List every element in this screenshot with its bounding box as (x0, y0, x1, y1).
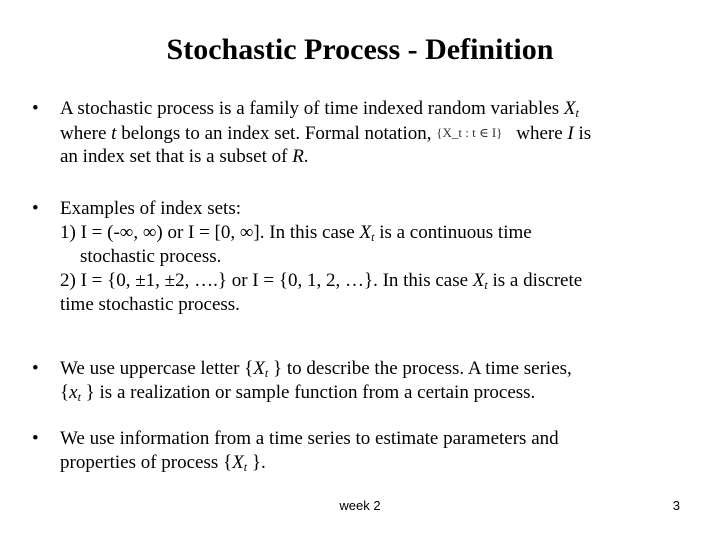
b3-text: } is a realization or sample function from a certain process. (80, 382, 536, 403)
bullet-1-text (60, 97, 690, 169)
b1-text: is (573, 123, 592, 144)
var-r: R (292, 146, 304, 167)
b1-text: where (60, 123, 112, 144)
b2-text: 1) I = (-∞, ∞) or I = [0, ∞]. In this case (60, 222, 360, 243)
b2-text: stochastic process. (80, 246, 222, 267)
formal-notation-formula: {X_t : t ∈ I} (436, 125, 503, 140)
subscript-t: t (264, 366, 269, 380)
b4-text: }. (247, 452, 266, 473)
b4-text: properties of process { (60, 452, 233, 473)
var-i: I (567, 123, 574, 144)
b3-text: } to describe the process. A time series, (268, 358, 572, 379)
var-x-lower: x (69, 382, 78, 403)
subscript-t: t (371, 230, 375, 244)
subscript-t: t (243, 460, 248, 474)
b1-text: belongs to an index set. Formal notation, (116, 123, 437, 144)
b2-text: is a continuous time (374, 222, 532, 243)
b3-text: { (60, 382, 70, 403)
b1-text: an index set that is a subset of (60, 146, 293, 167)
bullet-4-text (60, 427, 690, 475)
var-x: X (253, 358, 265, 379)
b1-text: . (303, 146, 309, 167)
var-x: X (359, 222, 372, 243)
b1-text: A stochastic process is a family of time indexed random variables (60, 98, 564, 119)
var-t: t (111, 123, 117, 144)
var-x: X (472, 270, 485, 291)
b1-text: where (516, 123, 568, 144)
bullet-icon: • (32, 358, 39, 379)
b3-text: We use uppercase letter { (60, 358, 254, 379)
bullet-2-text (60, 197, 690, 317)
subscript-t: t (484, 278, 488, 292)
var-x: X (232, 452, 244, 473)
slide-title: Stochastic Process - Definition (166, 33, 554, 66)
bullet-icon: • (32, 428, 39, 449)
footer-week-label: week 2 (339, 498, 381, 513)
b2-text: is a discrete (487, 270, 583, 291)
subscript-t: t (575, 106, 579, 120)
subscript-t: t (77, 390, 81, 404)
b2-text: time stochastic process. (60, 294, 240, 315)
bullet-3-text (60, 357, 690, 405)
bullet-icon: • (32, 198, 39, 219)
var-x: X (563, 98, 576, 119)
b2-text: 2) I = {0, ±1, ±2, ….} or I = {0, 1, 2, …}. In this case (60, 270, 473, 291)
b2-heading: Examples of index sets: (60, 198, 241, 219)
b4-text: We use information from a time series to estimate parameters and (60, 428, 559, 449)
slide-page-number: 3 (672, 498, 680, 513)
bullet-icon: • (32, 98, 39, 119)
